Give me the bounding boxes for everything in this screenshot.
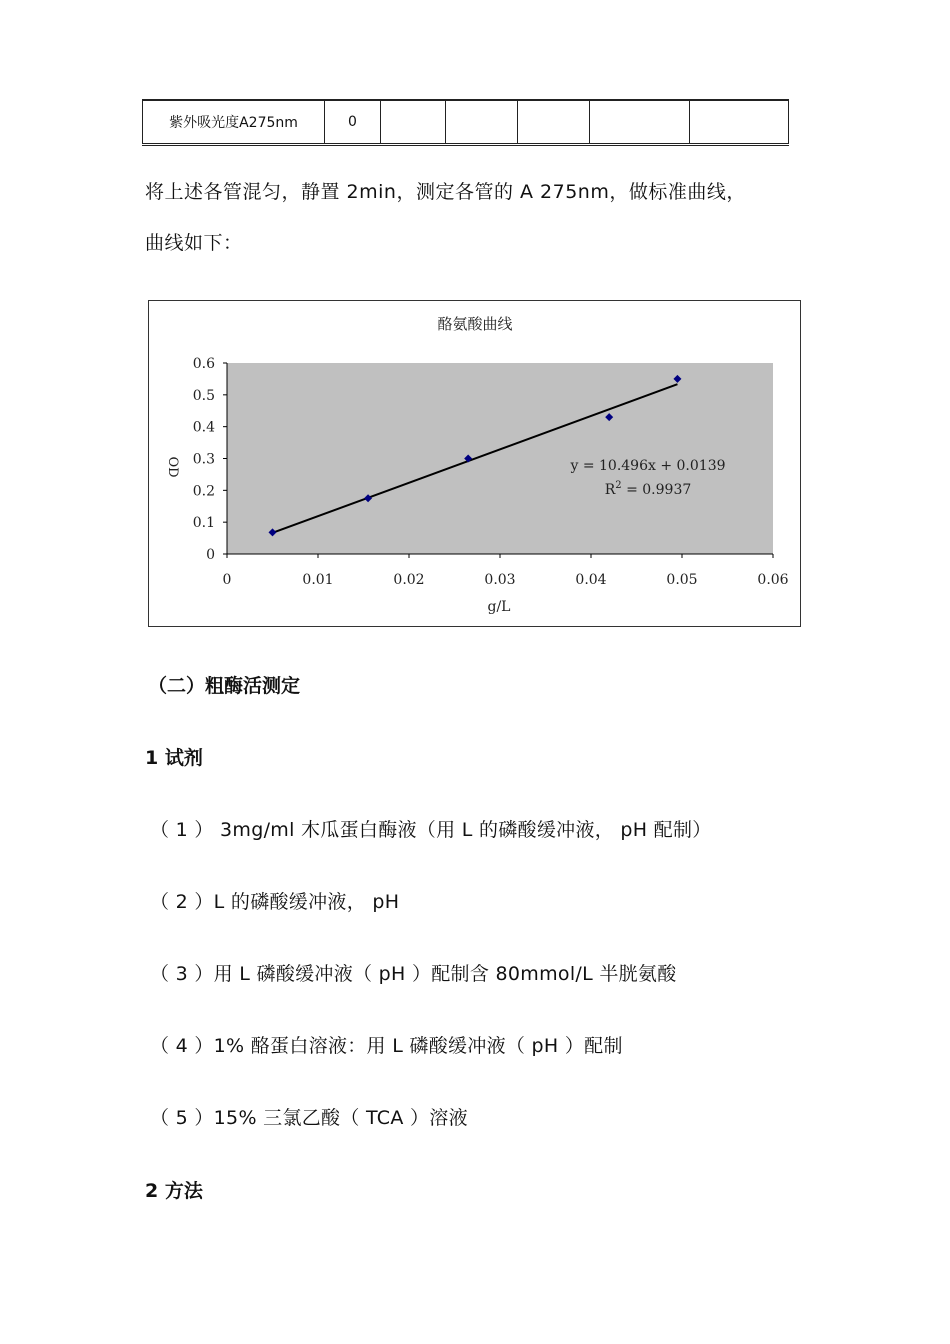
subsection-method: 2 方法 (145, 1180, 203, 1202)
x-tick-label: 0 (222, 572, 232, 588)
r-value: = 0.9937 (621, 482, 692, 498)
x-tick-label: 0.03 (484, 572, 516, 588)
x-tick-label: 0.02 (393, 572, 425, 588)
r-superscript: 2 (615, 480, 622, 491)
reagent-item-3: （ 3 ）用 L 磷酸缓冲液（ pH ）配制含 80mmol/L 半胱氨酸 (150, 963, 677, 985)
r-letter: R (604, 482, 616, 498)
paragraph-line-2: 曲线如下： (145, 232, 243, 254)
x-axis-label: g/L (487, 599, 511, 615)
y-axis-label: OD (165, 456, 180, 478)
y-tick-label: 0 (206, 547, 215, 563)
reagent-item-1: （ 1 ） 3mg/ml 木瓜蛋白酶液（用 L 的磷酸缓冲液， pH 配制） (150, 819, 712, 841)
chart-title: 酪氨酸曲线 (437, 315, 513, 333)
y-tick-label: 0.4 (192, 419, 215, 436)
x-tick-label: 0.05 (666, 572, 698, 588)
absorbance-table (142, 99, 789, 146)
table-cell (446, 100, 518, 145)
y-tick-label: 0.5 (192, 387, 215, 404)
paragraph-line-1: 将上述各管混匀，静置 2min，测定各管的 A 275nm，做标准曲线， (145, 181, 746, 203)
y-tick-label: 0.1 (192, 515, 215, 532)
x-tick-label: 0.06 (757, 572, 789, 588)
x-tick-label: 0.04 (575, 572, 607, 588)
tyrosine-standard-curve-chart (148, 300, 801, 627)
x-tick-label: 0.01 (302, 572, 334, 588)
y-tick-label: 0.6 (192, 356, 215, 372)
table-cell (518, 100, 590, 145)
reagent-item-4: （ 4 ）1% 酪蛋白溶液：用 L 磷酸缓冲液（ pH ）配制 (150, 1035, 623, 1057)
reagent-item-5: （ 5 ）15% 三氯乙酸（ TCA ）溶液 (150, 1107, 468, 1129)
section-title: （二）粗酶活测定 (148, 675, 301, 697)
table-cell (590, 100, 690, 145)
table-row (143, 100, 789, 145)
reagent-item-2: （ 2 ）L 的磷酸缓冲液， pH (150, 891, 400, 913)
table-cell (381, 100, 446, 145)
subsection-reagents: 1 试剂 (145, 747, 203, 769)
table-cell: 0 (325, 100, 381, 145)
trendline-equation: y = 10.496x + 0.0139 (570, 458, 726, 474)
y-tick-label: 0.2 (192, 483, 215, 500)
chart-svg (149, 301, 800, 626)
row-label-cell: 紫外吸光度A275nm (143, 100, 325, 145)
y-tick-label: 0.3 (192, 451, 215, 468)
table-cell (690, 100, 789, 145)
